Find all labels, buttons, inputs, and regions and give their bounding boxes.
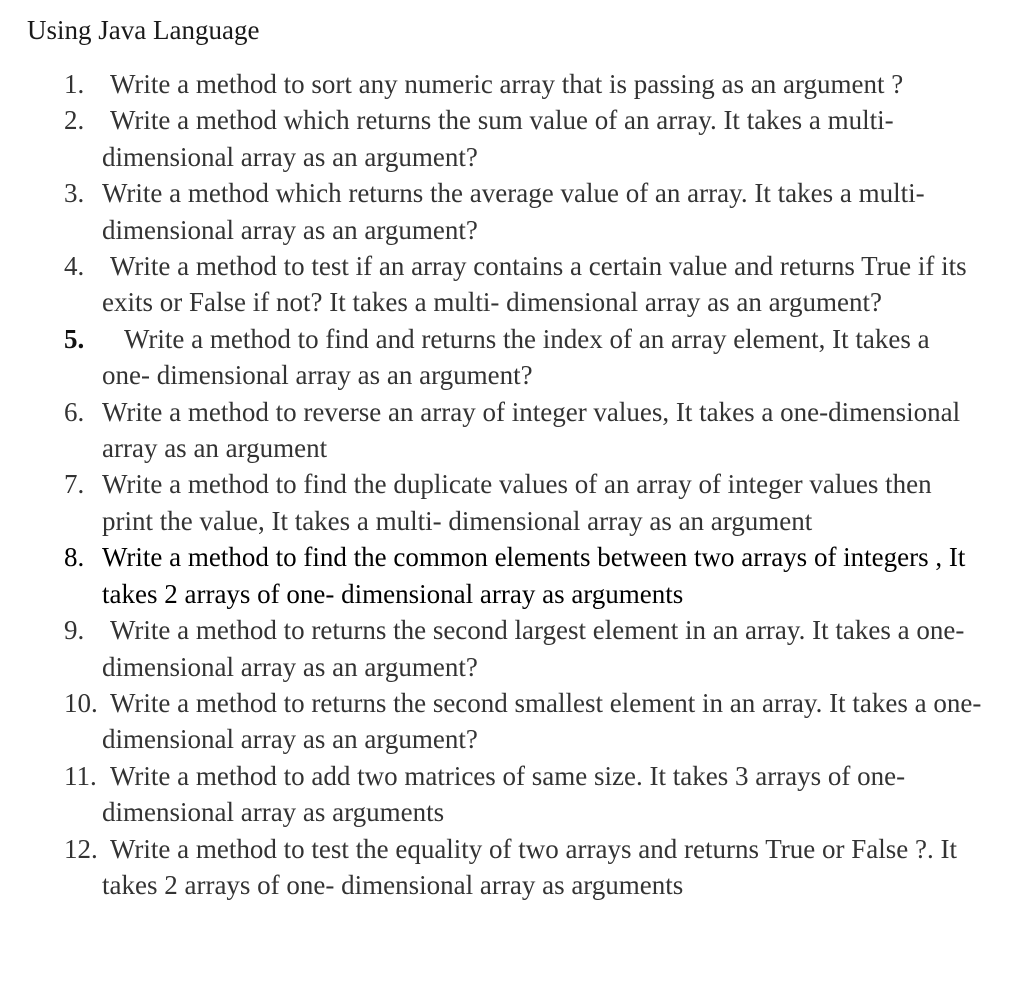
question-item [0,175,1024,248]
question-text: Write a method to add two matrices of same size. It takes 3 arrays of one- dimensional array as arguments [102,760,906,828]
question-item [0,831,1024,904]
question-text: Write a method to reverse an array of integer values, It takes a one-dimensional array as an argument [102,396,961,464]
question-text: Write a method to returns the second smallest element in an array. It takes a one- dimensional array as an argument? [102,687,982,755]
question-list [0,66,1024,903]
question-item [0,248,1024,321]
question-item [0,685,1024,758]
question-item [0,102,1024,175]
question-item [0,66,1024,102]
question-item [0,758,1024,831]
question-number: 6. [64,396,85,427]
question-text: Write a method to test if an array contains a certain value and returns True if its exits or False if not? It takes a multi- dimensional array as an argument? [102,251,967,318]
question-number: 11. [64,760,97,791]
document-heading: Using Java Language [27,15,260,45]
question-item [0,466,1024,539]
question-text: Write a method which returns the average value of an array. It takes a multi- dimensional array as an argument? [102,178,925,245]
question-number: 2. [64,105,85,136]
question-text: Write a method to test the equality of two arrays and returns True or False ?. It takes 2 arrays of one- dimensional array as arguments [102,833,957,900]
question-number: 1. [64,69,85,99]
question-number: 9. [64,615,85,646]
question-item [0,539,1024,612]
question-item [0,321,1024,394]
question-text: Write a method to find the common elements between two arrays of integers , It takes 2 arrays of one- dimensional array as arguments [102,542,966,609]
question-number: 7. [64,469,85,500]
question-number: 5. [64,323,85,354]
question-number: 10. [64,687,98,718]
question-number: 12. [64,833,98,864]
question-text: Write a method which returns the sum value of an array. It takes a multi-dimensional array as an argument? [102,105,894,172]
question-number: 8. [64,542,85,573]
question-text: Write a method to find and returns the index of an array element, It takes a one- dimensional array as an argument? [102,323,930,391]
question-number: 3. [64,178,85,209]
question-text: Write a method to sort any numeric array that is passing as an argument ? [110,69,904,99]
question-text: Write a method to find the duplicate values of an array of integer values then print the value, It takes a multi- dimensional array as an argument [102,469,932,536]
question-text: Write a method to returns the second largest element in an array. It takes a one- dimensional array as an argument? [102,615,965,682]
question-number: 4. [64,251,85,282]
question-item [0,394,1024,467]
question-item [0,612,1024,685]
